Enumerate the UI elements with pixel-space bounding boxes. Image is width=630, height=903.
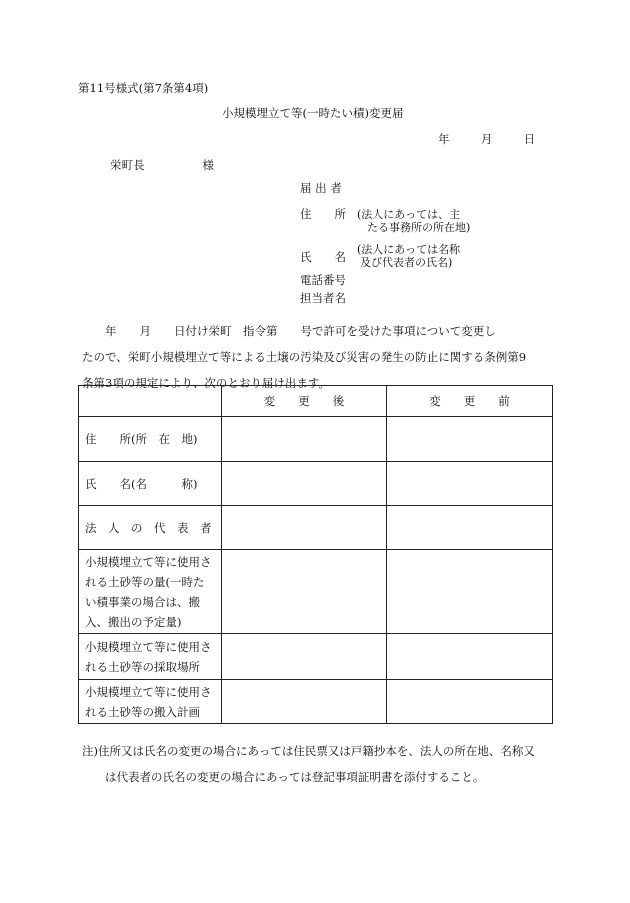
name-note-line1: (法人にあっては名称 <box>357 243 461 256</box>
cell-after-name[interactable] <box>222 462 387 506</box>
footnote-line-1: 注)住所又は氏名の変更の場合にあっては住民票又は戸籍抄本を、法人の所在地、名称又 <box>82 744 535 758</box>
table-row <box>79 462 553 506</box>
table-row <box>79 506 553 550</box>
row-label-collection-site: 小規模埋立て等に使用される土砂等の採取場所 <box>79 634 222 680</box>
date-year: 年 <box>438 132 450 146</box>
date-day: 日 <box>523 132 536 146</box>
cell-after-import-plan[interactable] <box>222 680 387 724</box>
addressee <box>110 160 214 172</box>
table-row <box>79 680 553 724</box>
table-row <box>79 417 553 462</box>
cell-after-representative[interactable] <box>222 506 387 550</box>
cell-before-representative[interactable] <box>387 506 553 550</box>
cell-before-name[interactable] <box>387 462 553 506</box>
body-line-3: 条第3項の規定により、次のとおり届け出ます。 <box>82 376 330 390</box>
address-note-line1: (法人にあっては、主 <box>357 208 461 221</box>
date-line <box>438 134 535 146</box>
table-row <box>79 550 553 634</box>
addressee-honorific: 様 <box>202 158 214 172</box>
cell-before-address[interactable] <box>387 417 553 462</box>
name-label: 氏 名 <box>300 250 346 264</box>
body-line-1: 年 月 日付け栄町 指令第 号で許可を受けた事項について変更し <box>82 324 496 338</box>
footnote-line-2: は代表者の氏名の変更の場合にあっては登記事項証明書を添付すること。 <box>82 770 485 784</box>
cell-after-collection-site[interactable] <box>222 634 387 680</box>
cell-before-import-plan[interactable] <box>387 680 553 724</box>
date-month: 月 <box>480 132 493 146</box>
person-in-charge-label: 担当者名 <box>300 291 346 305</box>
footnote <box>82 738 552 790</box>
phone-label: 電話番号 <box>300 273 346 287</box>
cell-before-collection-site[interactable] <box>387 634 553 680</box>
row-label-name: 氏 名(名 称) <box>79 462 222 506</box>
name-note <box>357 243 460 269</box>
address-note <box>357 208 470 234</box>
header-label-blank <box>79 386 222 417</box>
addressee-name: 栄町長 <box>110 158 145 172</box>
document-title: 小規模埋立て等(一時たい積)変更届 <box>222 106 404 120</box>
row-label-soil-quantity: 小規模埋立て等に使用される土砂等の量(一時たい積事業の場合は、搬入、搬出の予定量) <box>79 550 222 634</box>
address-note-line2: たる事務所の所在地) <box>367 221 471 234</box>
header-after: 変 更 後 <box>222 386 387 417</box>
notifier-label: 届 出 者 <box>300 181 342 195</box>
address-label: 住 所 <box>300 207 346 221</box>
change-table <box>78 385 553 724</box>
row-label-representative: 法 人 の 代 表 者 <box>79 506 222 550</box>
form-number: 第11号様式(第7条第4項) <box>78 81 209 95</box>
row-label-address: 住 所(所 在 地) <box>79 417 222 462</box>
name-note-line2: 及び代表者の氏名) <box>360 256 453 269</box>
cell-after-address[interactable] <box>222 417 387 462</box>
row-label-import-plan: 小規模埋立て等に使用される土砂等の搬入計画 <box>79 680 222 724</box>
cell-after-soil-quantity[interactable] <box>222 550 387 634</box>
table-row <box>79 634 553 680</box>
header-before: 変 更 前 <box>387 386 553 417</box>
cell-before-soil-quantity[interactable] <box>387 550 553 634</box>
body-line-2: たので、栄町小規模埋立て等による土壌の汚染及び災害の発生の防止に関する条例第9 <box>82 350 527 364</box>
